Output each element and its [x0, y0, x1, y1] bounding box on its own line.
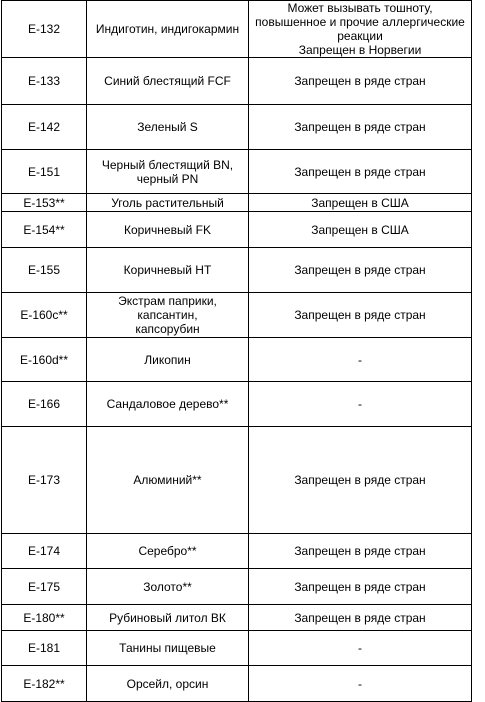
additive-name: Экстрам паприки, капсантин, капсорубин	[87, 293, 249, 338]
additive-name: Коричневый FK	[87, 212, 249, 248]
table-row	[2, 569, 472, 605]
additive-code: Е-182**	[2, 666, 87, 702]
table-row	[2, 194, 472, 212]
additive-name: Зеленый S	[87, 105, 249, 150]
additive-note: -	[249, 631, 472, 666]
additive-name: Золото**	[87, 569, 249, 605]
additive-note: Запрещен в ряде стран	[249, 534, 472, 569]
additive-note: Запрещен в США	[249, 194, 472, 212]
additive-name: Индиготин, индигокармин	[87, 1, 249, 58]
additive-note: Запрещен в ряде стран	[249, 248, 472, 293]
additive-note: Может вызывать тошноту, повышенное и прочие аллергические реакции Запрещен в Норвегии	[249, 1, 472, 58]
table-row	[2, 382, 472, 427]
table-row	[2, 338, 472, 382]
additive-note: Запрещен в США	[249, 212, 472, 248]
additive-code: Е-151	[2, 150, 87, 194]
additive-name: Орсейл, орсин	[87, 666, 249, 702]
additive-note: Запрещен в ряде стран	[249, 105, 472, 150]
table-row	[2, 248, 472, 293]
additive-note: -	[249, 666, 472, 702]
table-row	[2, 631, 472, 666]
additive-note: Запрещен в ряде стран	[249, 150, 472, 194]
table-row	[2, 534, 472, 569]
additive-code: Е-160d**	[2, 338, 87, 382]
table-row	[2, 150, 472, 194]
additive-code: Е-174	[2, 534, 87, 569]
additive-code: Е-132	[2, 1, 87, 58]
additive-name: Коричневый HT	[87, 248, 249, 293]
additive-name: Рубиновый литол ВК	[87, 605, 249, 631]
additive-code: Е-166	[2, 382, 87, 427]
additive-note: -	[249, 382, 472, 427]
additive-note: Запрещен в ряде стран	[249, 58, 472, 105]
table-body	[2, 1, 472, 702]
table-row	[2, 293, 472, 338]
table-row	[2, 427, 472, 534]
table-row	[2, 1, 472, 58]
additive-note: Запрещен в ряде стран	[249, 293, 472, 338]
additive-name: Уголь растительный	[87, 194, 249, 212]
additive-note: Запрещен в ряде стран	[249, 569, 472, 605]
additive-code: Е-154**	[2, 212, 87, 248]
food-additives-table	[1, 0, 472, 702]
additive-name: Ликопин	[87, 338, 249, 382]
table-row	[2, 666, 472, 702]
additive-note: Запрещен в ряде стран	[249, 427, 472, 534]
additive-note: Запрещен в ряде стран	[249, 605, 472, 631]
table-row	[2, 605, 472, 631]
additive-code: Е-155	[2, 248, 87, 293]
additive-code: Е-142	[2, 105, 87, 150]
table-row	[2, 105, 472, 150]
table-row	[2, 58, 472, 105]
additive-code: Е-160с**	[2, 293, 87, 338]
additive-name: Танины пищевые	[87, 631, 249, 666]
additive-note: -	[249, 338, 472, 382]
additive-code: Е-133	[2, 58, 87, 105]
additive-code: Е-173	[2, 427, 87, 534]
additive-name: Сандаловое дерево**	[87, 382, 249, 427]
additive-name: Черный блестящий BN, черный PN	[87, 150, 249, 194]
additive-code: Е-153**	[2, 194, 87, 212]
additive-code: Е-181	[2, 631, 87, 666]
additive-name: Серебро**	[87, 534, 249, 569]
additive-name: Алюминий**	[87, 427, 249, 534]
additive-code: Е-175	[2, 569, 87, 605]
additive-code: Е-180**	[2, 605, 87, 631]
table-row	[2, 212, 472, 248]
additive-name: Синий блестящий FCF	[87, 58, 249, 105]
